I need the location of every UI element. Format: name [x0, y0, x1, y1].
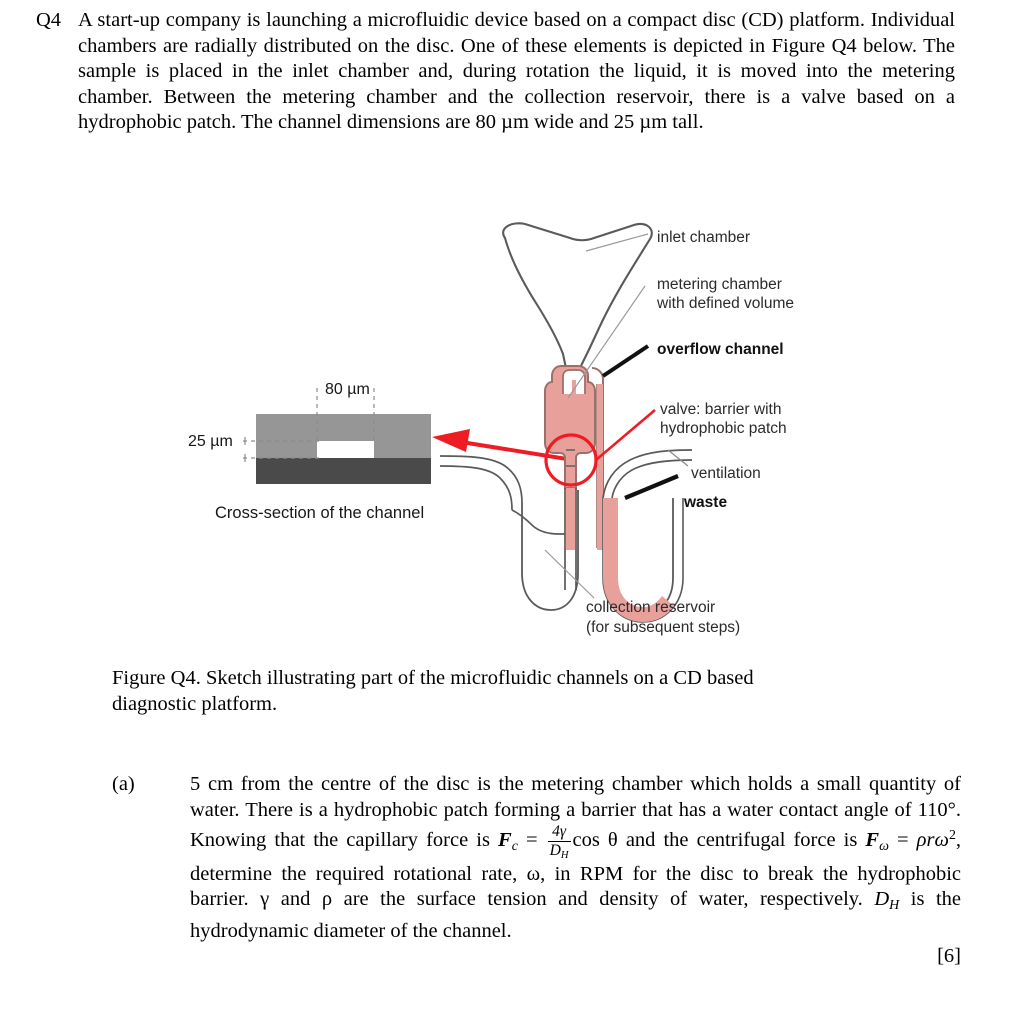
part-a-text-3: , determine the required rotational rate, ω, in RPM for the disc to break the hydrophobic barrier. γ and ρ are the surface tension and density of water, respectively.	[190, 829, 962, 911]
part-a-paragraph: 5 cm from the centre of the disc is the metering chamber which holds a small quantity of water. There is a hydrophobic patch forming a barrier that has a water contact angle of 110°. Knowing that the capillary force is $F_c$ = $\frac{4\gamma}{D_H}$ cos θ and the centrifugal force is $F_\omega = \rho r\omega^2$, determine the required rotational rate, ω, in RPM for the disc to break the hydrophobic barrier. γ and ρ are the surface tension and density of water, respectively. $D_H$ is the hydrodynamic diameter of the channel. [6]	[190, 773, 962, 968]
leader-collection-reservoir	[545, 550, 594, 598]
formula-capillary-trailing: cos θ	[572, 829, 618, 852]
left-vent-line-inner	[440, 466, 512, 510]
formula-capillary-fraction	[548, 824, 571, 862]
leader-waste	[625, 476, 678, 498]
label-inlet-chamber: inlet chamber	[657, 229, 751, 246]
label-valve-line2: hydrophobic patch	[660, 420, 787, 437]
label-valve-line1: valve: barrier with	[660, 401, 782, 418]
label-channel-width: 80 µm	[325, 381, 370, 398]
cross-section-diagram	[243, 388, 431, 484]
leader-ventilation	[668, 450, 688, 466]
formula-capillary-lhs-sub: c	[511, 839, 518, 855]
part-a-label: (a)	[112, 773, 135, 795]
formula-centrifugal-lhs: F	[865, 829, 880, 852]
inlet-chamber-outline-left	[505, 238, 567, 373]
part-a-dh-subscript: H	[889, 898, 900, 914]
formula-capillary-denominator-wrap	[548, 843, 571, 861]
part-a-block	[0, 772, 1017, 968]
formula-capillary	[490, 822, 618, 862]
substrate-top-layer	[256, 414, 431, 444]
label-collection-line2: (for subsequent steps)	[586, 619, 741, 636]
label-channel-height: 25 µm	[188, 433, 233, 450]
formula-centrifugal-eq: =	[897, 829, 909, 852]
label-waste: waste	[684, 494, 728, 511]
figure-artwork	[0, 198, 1017, 650]
formula-capillary-eq: =	[525, 829, 538, 852]
leader-valve	[596, 410, 655, 460]
caption-line-1: Figure Q4. Sketch illustrating part of the microfluidic channels on a CD based	[112, 667, 754, 689]
inlet-chamber-outline-upper	[503, 223, 652, 376]
leader-metering-chamber	[568, 286, 645, 398]
overflow-limb-liquid	[597, 384, 603, 550]
part-a-text-2: and the centrifugal force is	[625, 829, 858, 852]
channel-void	[317, 441, 374, 458]
substrate-bottom-layer	[256, 458, 431, 484]
formula-capillary-numerator: 4γ	[552, 822, 567, 840]
question-number: Q4	[36, 9, 62, 31]
formula-centrifugal-rhs: ρrω	[916, 829, 949, 852]
formula-centrifugal-lhs-sub: ω	[879, 839, 889, 855]
part-a-text-5: is the hydrodynamic diameter of the channel.	[190, 888, 962, 942]
part-a-text-1: 5 cm from the centre of the disc is the metering chamber which holds a small quantity of water. There is a hydrophobic patch forming a barrier that has a water contact angle of 110°. Knowing that the capillary force is	[190, 773, 961, 852]
part-a-dh-symbol: D	[874, 888, 890, 911]
part-a-body	[190, 772, 1017, 968]
figure-caption	[112, 666, 902, 717]
label-ventilation: ventilation	[691, 465, 761, 482]
question-text	[78, 8, 1017, 136]
caption-line-2: diagnostic platform.	[112, 692, 278, 715]
formula-capillary-denominator: D	[549, 842, 561, 860]
label-metering-chamber-line1: metering chamber	[657, 276, 782, 293]
collection-inlet-bend	[512, 510, 565, 534]
outlet-channel-liquid	[566, 488, 575, 550]
label-metering-chamber-line2: with defined volume	[657, 295, 794, 312]
formula-capillary-lhs: F	[498, 829, 512, 852]
formula-centrifugal	[857, 828, 956, 855]
question-block	[0, 0, 1017, 136]
right-vent-line-inner	[612, 460, 692, 498]
label-cross-section-title: Cross-section of the channel	[215, 504, 425, 522]
formula-centrifugal-rhs-sup: 2	[948, 828, 956, 844]
leader-overflow-channel	[603, 346, 648, 376]
formula-capillary-denominator-sub: H	[560, 850, 569, 862]
label-overflow-channel: overflow channel	[657, 341, 784, 358]
figure-q4	[0, 198, 1017, 650]
question-paragraph: A start-up company is launching a microfluidic device based on a compact disc (CD) platform. Individual chambers are radially distributed on the disc. One of these elements is depicted in Figure Q4 below. The sample is placed in the inlet chamber and, during rotation the liquid, it is moved into the metering chamber. Between the metering chamber and the collection reservoir, there is a valve based on a hydrophobic patch. The channel dimensions are 80 µm wide and 25 µm tall.	[78, 9, 955, 134]
label-collection-line1: collection reservoir	[586, 599, 716, 616]
microfluidic-channel-artwork	[440, 223, 692, 622]
